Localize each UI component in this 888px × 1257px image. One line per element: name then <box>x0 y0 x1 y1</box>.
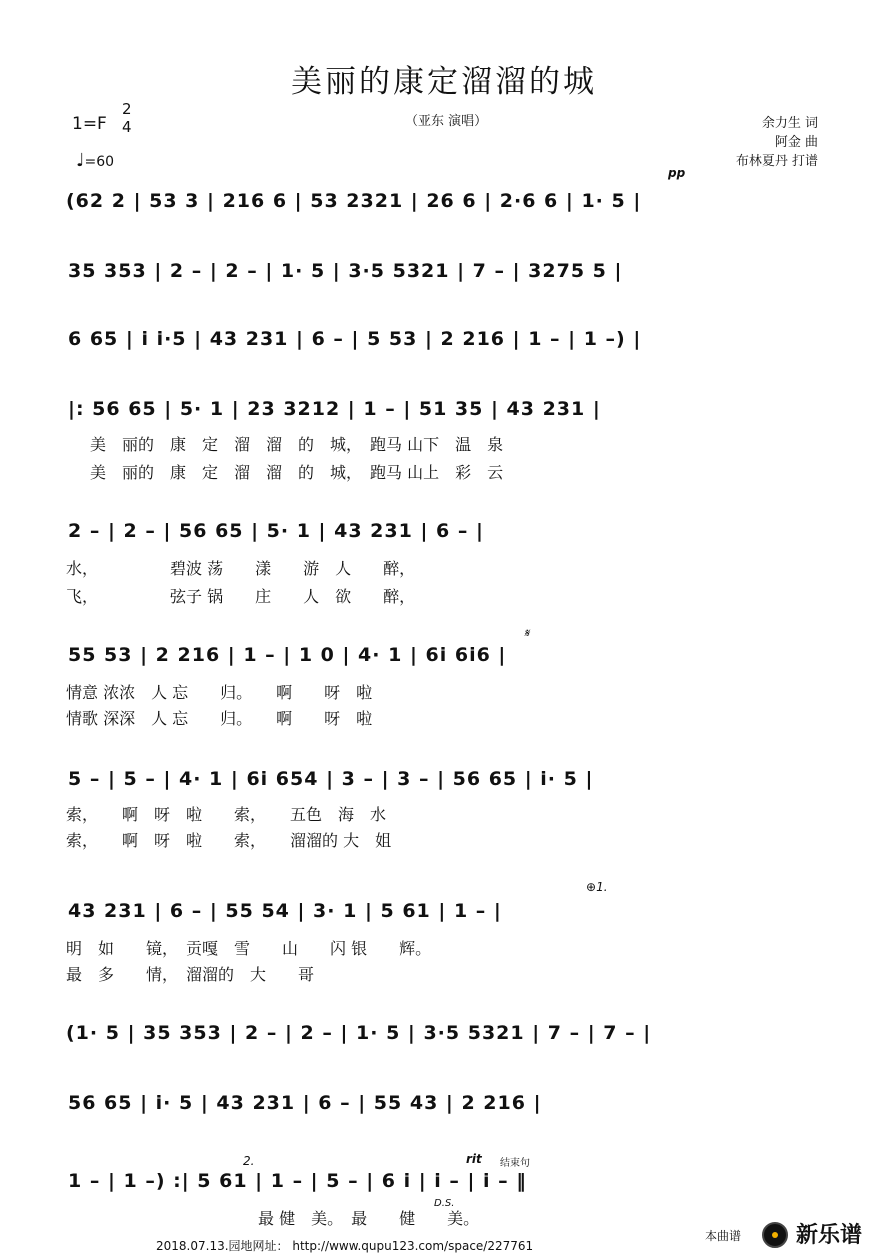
coda-icon: ⊕ <box>586 880 597 894</box>
lyricist: 余力生 词 <box>761 116 818 131</box>
lyrics-row-5-verse-2: 飞， 弦子 锅 庄 人 欲 醉， <box>66 587 416 606</box>
score-row-8: 43 231 | 6 – | 55 54 | 3· 1 | 5 61 | 1 – | <box>68 900 502 922</box>
time-sig-top: 2 <box>122 100 132 118</box>
lyrics-row-4-verse-1: 美 丽的 康 定 溜 溜 的 城， 跑马 山下 温 泉 <box>90 435 504 454</box>
tempo-value: =60 <box>84 154 115 170</box>
score-row-7: 5 – | 5 – | 4· 1 | 6i 654 | 3 – | 3 – | 56 65 | i· 5 | <box>68 768 594 790</box>
footer-site: 2018.07.13.园地网址： http://www.qupu123.com/space/227761 <box>156 1239 534 1253</box>
lyrics-row-7-verse-1: 索， 啊 呀 啦 索， 五色 海 水 <box>66 805 387 824</box>
score-row-9: (1· 5 | 35 353 | 2 – | 2 – | 1· 5 | 3·5 5321 | 7 – | 7 – | <box>66 1022 652 1044</box>
lyrics-row-6-verse-2: 情歌 深深 人 忘 归。 啊 呀 啦 <box>66 709 373 728</box>
page-title: 美丽的康定溜溜的城 <box>291 64 597 100</box>
vinyl-record-icon <box>762 1222 788 1248</box>
key-label: 1=F <box>72 114 107 134</box>
lyrics-row-11: 最 健 美。 最 健 美。 <box>258 1209 480 1228</box>
score-row-3: 6 65 | i i·5 | 43 231 | 6 – | 5 53 | 2 216 | 1 – | 1 –) | <box>68 328 642 350</box>
time-sig-bottom: 4 <box>122 118 132 136</box>
key-signature <box>72 100 132 136</box>
volta-1-marker <box>586 880 608 894</box>
transcriber: 布林夏丹 打谱 <box>735 154 818 169</box>
time-signature <box>122 100 132 136</box>
score-row-10: 56 65 | i· 5 | 43 231 | 6 – | 55 43 | 2 216 | <box>68 1092 542 1114</box>
brand-logo: 新乐谱 <box>796 1223 863 1248</box>
score-row-5: 2 – | 2 – | 56 65 | 5· 1 | 43 231 | 6 – | <box>68 520 484 542</box>
tempo-marking <box>76 150 114 171</box>
lyrics-row-8-verse-2: 最 多 情， 溜溜的 大 哥 <box>66 965 315 984</box>
lyrics-row-8-verse-1: 明 如 镜， 贡嘎 雪 山 闪 银 辉。 <box>66 939 432 958</box>
dynamic-pp: pp <box>668 166 686 180</box>
credits <box>736 114 818 171</box>
score-row-2: 35 353 | 2 – | 2 – | 1· 5 | 3·5 5321 | 7 – | 3275 5 | <box>68 260 623 282</box>
volta-1-label: 1. <box>596 880 608 894</box>
score-row-4: |: 56 65 | 5· 1 | 23 3212 | 1 – | 51 35 | 43 231 | <box>68 398 601 420</box>
score-row-1: (62 2 | 53 3 | 216 6 | 53 2321 | 26 6 | 2·6 6 | 1· 5 | <box>66 190 642 212</box>
ds-marking: D.S. <box>434 1198 455 1209</box>
lyrics-row-5-verse-1: 水， 碧波 荡 漾 游 人 醉， <box>66 559 416 578</box>
segno-icon: 𝄋 <box>524 626 530 640</box>
footer-tag: 本曲谱 <box>705 1229 742 1243</box>
lyrics-row-7-verse-2: 索， 啊 呀 啦 索， 溜溜的 大 姐 <box>66 831 392 850</box>
score-row-6: 55 53 | 2 216 | 1 – | 1 0 | 4· 1 | 6i 6i6 | <box>68 644 507 666</box>
rit-marking: rit <box>466 1152 482 1166</box>
singer-credit: （亚东 演唱） <box>405 114 488 129</box>
lyrics-row-6-verse-1: 情意 浓浓 人 忘 归。 啊 呀 啦 <box>66 683 373 702</box>
lyrics-row-4-verse-2: 美 丽的 康 定 溜 溜 的 城， 跑马 山上 彩 云 <box>90 463 504 482</box>
volta-2-label: 2. <box>243 1154 255 1168</box>
quarter-note-icon: ♩ <box>76 150 85 171</box>
ending-note: 结束句 <box>500 1158 530 1169</box>
score-row-11: 1 – | 1 –) :| 5 61 | 1 – | 5 – | 6 i | i – | i – ‖ <box>68 1170 527 1192</box>
composer: 阿金 曲 <box>774 135 818 150</box>
